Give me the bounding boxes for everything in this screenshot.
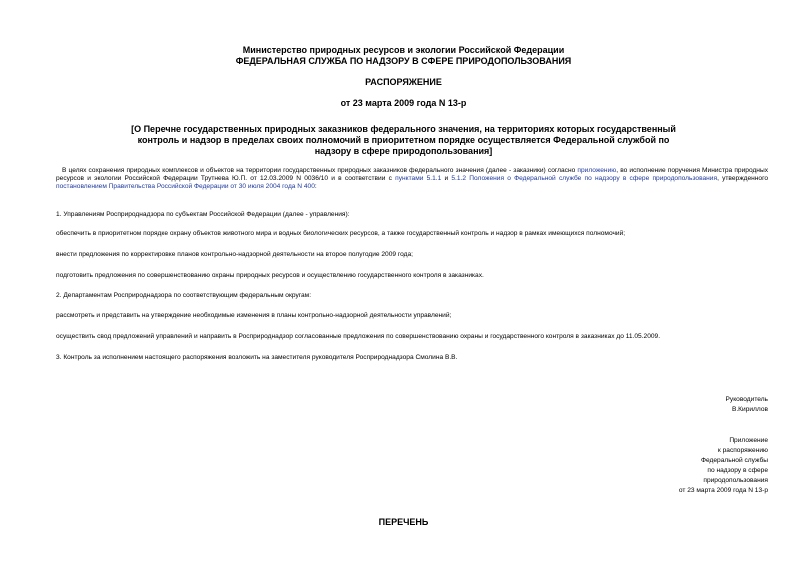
document-title: [О Перечне государственных природных заказников федерального значения, на территориях которых государственный контроль и надзор в пределах своих полномочий в приоритетном порядке осуществляется Федеральной службой по надзору в сфере природопользования]: [131, 124, 676, 156]
appendix-line-5: природопользования: [703, 477, 768, 484]
ministry-heading: Министерство природных ресурсов и экологии Российской Федерации: [242, 45, 565, 55]
paragraph-1-item-3: подготовить предложения по совершенствованию охраны природных ресурсов и осуществлению государственного контроля в заказниках.: [56, 272, 484, 279]
paragraph-1: 1. Управлениям Росприроднадзора по субъектам Российской Федерации (далее - управления):: [56, 211, 350, 218]
paragraph-1-item-2: внести предложения по корректировке планов контрольно-надзорной деятельности на второе полугодие 2009 года;: [56, 251, 414, 258]
paragraph-3: 3. Контроль за исполнением настоящего распоряжения возложить на заместителя руководителя Росприроднадзора Смолина В.В.: [56, 354, 458, 361]
signature-name: В.Кириллов: [731, 406, 768, 413]
paragraph-2: 2. Департаментам Росприроднадзора по соответствующим федеральным округам:: [56, 292, 312, 299]
intro-text-1: В целях сохранения природных комплексов и объектов на территории государственных природных заказников федерального значения (далее - заказники) согласно: [62, 167, 578, 174]
clause-5-1-1-link[interactable]: пунктами 5.1.1: [395, 175, 442, 183]
intro-text-3: и: [441, 175, 452, 183]
paragraph-2-item-1: рассмотреть и представить на утверждение необходимые изменения в планы контрольно-надзорной деятельности управлений;: [56, 312, 452, 319]
list-title: ПЕРЕЧЕНЬ: [378, 517, 429, 527]
intro-text-2: , во исполнение поручения Министра природных ресурсов и экологии Российской Федерации Трутнева Ю.П. от 12.03.2009 N 0036/10 и в соответствии с: [56, 167, 768, 183]
appendix-line-1: Приложение: [729, 437, 768, 444]
regulation-link[interactable]: 5.1.2 Положения о Федеральной службе по надзору в сфере природопользования: [451, 175, 718, 183]
service-heading: ФЕДЕРАЛЬНАЯ СЛУЖБА ПО НАДЗОРУ В СФЕРЕ ПРИРОДОПОЛЬЗОВАНИЯ: [235, 56, 572, 66]
intro-text-4: , утвержденного: [717, 175, 768, 183]
appendix-line-6: от 23 марта 2009 года N 13-р: [678, 487, 768, 494]
intro-text-5: :: [314, 183, 317, 191]
signature-position: Руководитель: [725, 396, 768, 403]
doc-type-heading: РАСПОРЯЖЕНИЕ: [365, 77, 442, 87]
paragraph-2-item-2: осуществить свод предложений управлений и направить в Росприроднадзор согласованные предложения по совершенствованию охраны и государственного контроля в заказниках до 11.05.2009.: [56, 333, 661, 340]
appendix-line-4: по надзору в сфере: [707, 467, 768, 474]
government-decree-link[interactable]: постановлением Правительства Российской Федерации от 30 июля 2004 года N 400: [56, 183, 315, 191]
appendix-link[interactable]: приложению: [577, 167, 617, 174]
appendix-line-3: Федеральной службы: [700, 457, 768, 464]
date-line: от 23 марта 2009 года N 13-р: [340, 98, 467, 108]
paragraph-1-item-1: обеспечить в приоритетном порядке охрану объектов животного мира и водных биологических ресурсов, а также государственный контроль и надзор в рамках имеющихся полномочий;: [56, 230, 626, 237]
intro-paragraph: [56, 167, 768, 192]
appendix-line-2: к распоряжению: [717, 447, 768, 454]
